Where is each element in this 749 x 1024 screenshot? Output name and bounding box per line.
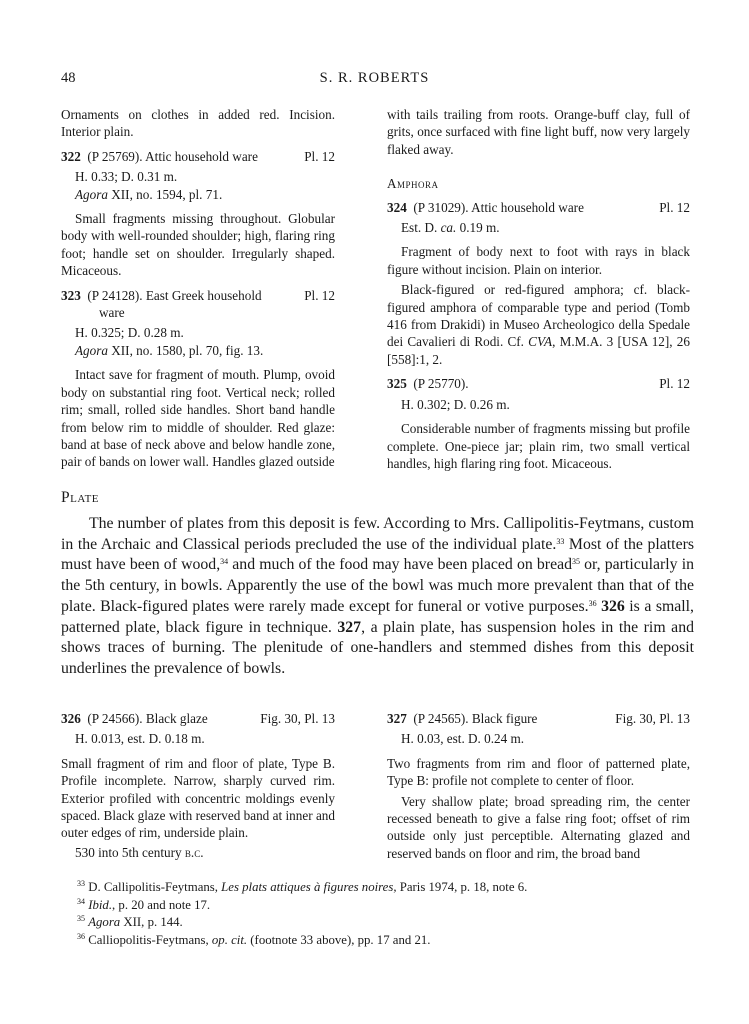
entry-323-ref-italic: Agora <box>75 342 108 358</box>
entry-323-inventory: (P 24128). East Greek household <box>87 287 262 303</box>
plate-text-3: and much of the food may have been placed on bread <box>228 556 572 574</box>
entry-325-description: Considerable number of fragments missing but profile complete. One-piece jar; plain rim, two small vertical handles, high flaring ring foot. Micaceous. <box>387 421 690 471</box>
footnote-36-text-a: Calliopolitis-Feytmans, <box>88 932 212 947</box>
entry-322-dimensions: H. 0.33; D. 0.31 m. <box>75 169 178 185</box>
entry-322-inventory: (P 25769). Attic household ware <box>87 148 258 164</box>
catalog-entry-327 <box>387 710 690 862</box>
right-continuation-text: with tails trailing from roots. Orange-buff clay, full of grits, once surfaced with fine light buff, now very largely flaked away. <box>387 107 690 157</box>
plate-text-2: Most of the platters must have been of wood, <box>61 535 694 574</box>
footnote-35-number: 35 <box>77 914 85 923</box>
entry-324-dimensions <box>387 219 690 236</box>
entry-323-inventory-cont: ware <box>99 305 125 321</box>
catalog-entry-323 <box>61 287 335 471</box>
entry-324-description-1: Fragment of body next to foot with rays in black figure without incision. Plain on interior. <box>387 244 690 277</box>
entry-326-plate: Fig. 30, Pl. 13 <box>260 711 335 726</box>
footnote-36-number: 36 <box>77 931 85 941</box>
entry-323-heading <box>61 287 335 304</box>
footnote-33-text-b: Paris 1974, p. 18, note 6. <box>396 880 528 894</box>
plate-text-4: or, particularly in the 5th century, in bowls. Apparently the use of the bowl was much more prevalent than that of the plate. Black-figured plates were rarely made except for funeral or votive purposes. <box>61 556 694 615</box>
entry-325-number: 325 <box>387 376 407 392</box>
entry-323-description: Intact save for fragment of mouth. Plump, ovoid body on substantial ring foot. Vertical neck; rolled rim; small, rolled side handles. Short band handle from below rim to middle of shoulder. Red glaze: band at base of neck above and below handle zone, pair of bands on lower wall. Handles glazed outside <box>61 367 335 470</box>
entry-322-plate: Pl. 12 <box>304 148 335 164</box>
entry-327-plate: Fig. 30, Pl. 13 <box>615 711 690 726</box>
footnote-33 <box>61 879 701 897</box>
entry-322-ref-rest: XII, no. 1594, pl. 71. <box>107 186 223 202</box>
entry-322-description: Small fragments missing throughout. Globular body with well-rounded shoulder; high, flaring ring foot; handle set on shoulder. Irregularly shaped. Micaceous. <box>61 211 335 279</box>
footnote-33-number: 33 <box>77 879 85 888</box>
footnote-34-text-b: , p. 20 and note 17. <box>112 897 211 912</box>
entry-322-reference <box>61 186 335 203</box>
entry-323-reference <box>61 342 335 359</box>
entry-322-heading <box>61 148 335 165</box>
entry-326-heading <box>61 710 335 727</box>
footnote-36-italic: op. cit. <box>211 932 248 947</box>
footnote-ref-34[interactable]: 34 <box>220 557 229 567</box>
catalog-entry-324 <box>387 199 690 369</box>
entry-323-number: 323 <box>61 287 81 303</box>
running-head: S. R. ROBERTS <box>319 70 430 86</box>
left-continuation-text: Ornaments on clothes in added red. Incision. Interior plain. <box>61 107 335 140</box>
footnote-36-text-b: (footnote 33 above), pp. 17 and 21. <box>247 932 431 947</box>
entry-326-description: Small fragment of rim and floor of plate, Type B. Profile incomplete. Narrow, sharply curved rim. Exterior profiled with concentric moldings evenly spaced. Black glaze with reserved band at inner and outer edges of rim, underside plain. <box>61 755 335 841</box>
footnote-34 <box>61 897 701 915</box>
footnotes <box>61 879 701 949</box>
footnote-ref-35[interactable]: 35 <box>572 557 580 567</box>
left-column-top <box>61 106 335 471</box>
footnote-33-italic: Les plats attiques à figures noires, <box>221 880 397 894</box>
entry-324-heading <box>387 199 690 216</box>
footnote-ref-36[interactable]: 36 <box>588 598 597 608</box>
footnote-35 <box>61 914 701 932</box>
catalog-entry-322 <box>61 148 335 280</box>
entry-324-plate: Pl. 12 <box>659 199 690 215</box>
entry-327-dimensions: H. 0.03, est. D. 0.24 m. <box>401 731 525 747</box>
plate-section-paragraph <box>61 514 694 680</box>
entry-327-inventory: (P 24565). Black figure <box>413 711 538 726</box>
footnote-35-italic: Agora <box>88 915 121 929</box>
footnote-33-text-a: D. Callipolitis-Feytmans, <box>88 880 222 894</box>
footnote-34-number: 34 <box>77 896 85 906</box>
section-heading-plate: Plate <box>61 489 100 506</box>
plate-text-6: , a plain plate, has suspension holes in the rim and shows traces of burning. The plenitude of one-handlers and stemmed dishes from this deposit underlines the prevalence of bowls. <box>61 618 694 677</box>
entry-327-description-2: Very shallow plate; broad spreading rim, the center recessed beneath to give a false ring foot; offset of rim outside only just perceptible. Alternating glazed and reserved bands on floor and rim, the broad band <box>387 793 690 861</box>
page-number: 48 <box>61 70 76 86</box>
entry-327-description-1: Two fragments from rim and floor of patterned plate, Type B: profile not complete to center of floor. <box>387 755 690 789</box>
footnote-35-text-b: XII, p. 144. <box>120 915 183 929</box>
entry-326-number: 326 <box>61 711 81 726</box>
entry-326-inventory: (P 24566). Black glaze <box>87 711 208 726</box>
entry-326-dimensions: H. 0.013, est. D. 0.18 m. <box>75 731 205 747</box>
entry-325-inventory: (P 25770). <box>413 376 469 392</box>
plate-ref-326: 326 <box>601 597 625 615</box>
entry-323-dimensions: H. 0.325; D. 0.28 m. <box>75 325 184 341</box>
entry-322-number: 322 <box>61 148 81 164</box>
plate-text-5: is a small, patterned plate, black figure in technique. <box>61 597 695 636</box>
entry-324-description-2 <box>387 281 690 368</box>
footnote-ref-33[interactable]: 33 <box>556 536 565 546</box>
right-column-top <box>387 106 690 472</box>
entry-324-dims-italic: ca. <box>440 220 457 236</box>
entry-326-date-a: 530 into 5th century <box>75 844 185 860</box>
entry-327-heading <box>387 710 690 727</box>
entry-327-number: 327 <box>387 711 407 726</box>
entry-325-heading <box>387 375 690 392</box>
entry-326-date-era: b.c. <box>184 844 204 860</box>
entry-324-inventory: (P 31029). Attic household ware <box>413 199 584 215</box>
entry-324-dims-a: Est. D. <box>401 220 441 236</box>
footnote-34-italic: Ibid. <box>88 897 113 912</box>
subheading-amphora: Amphora <box>387 176 439 192</box>
entry-326-date <box>61 844 335 861</box>
entry-325-plate: Pl. 12 <box>659 376 690 392</box>
entry-324-desc2-italic: CVA <box>528 334 553 350</box>
entry-322-ref-italic: Agora <box>75 186 108 202</box>
entry-325-dimensions: H. 0.302; D. 0.26 m. <box>401 396 510 412</box>
entry-324-dims-b: 0.19 m. <box>456 220 500 236</box>
entry-324-desc2-b: , M.M.A. 3 [USA 12], 26 [558]:1, 2. <box>387 334 690 367</box>
entry-323-plate: Pl. 12 <box>304 287 335 303</box>
catalog-entry-325 <box>387 375 690 472</box>
entry-324-desc2-a: Black-figured or red-figured amphora; cf. black-figured amphora of comparable type and period (Tomb 416 from Drakidi) in Museo Archeologico della Spedale dei Cavalieri di Rodi. Cf. <box>387 282 690 350</box>
page-header <box>61 70 688 90</box>
footnote-36 <box>61 932 701 950</box>
plate-ref-327: 327 <box>337 618 362 636</box>
plate-text-1: The number of plates from this deposit is few. According to Mrs. Callipolitis-Feytmans, custom in the Archaic and Classical periods precluded the use of the individual plate. <box>61 515 694 553</box>
entry-323-ref-rest: XII, no. 1580, pl. 70, fig. 13. <box>107 342 264 358</box>
entry-324-number: 324 <box>387 199 407 215</box>
catalog-entry-326 <box>61 710 335 861</box>
